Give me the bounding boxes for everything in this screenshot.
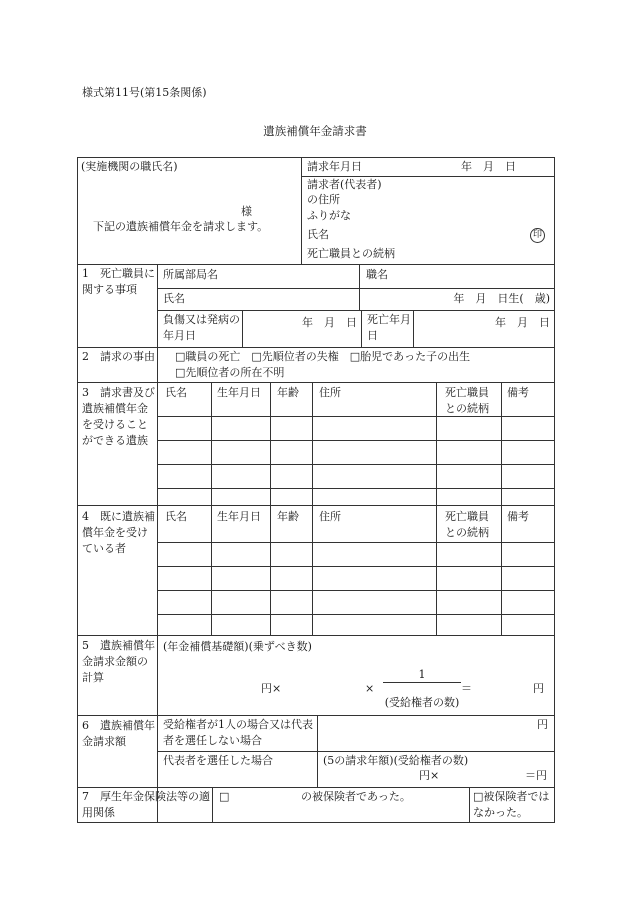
s4-col-age: 年齢	[277, 510, 299, 523]
rule-s1-a	[157, 288, 555, 289]
sama-text: 様	[241, 205, 252, 218]
section6-label: 6 遺族補償年金請求額	[82, 719, 155, 748]
s4-col-name: 氏名	[165, 510, 187, 523]
rule-s4-c3	[312, 505, 313, 635]
agency-label: (実施機関の職氏名)	[81, 160, 178, 173]
rule-row-2	[77, 347, 555, 348]
section5-label: 5 遺族補償年金請求金額の計算	[82, 639, 155, 684]
rule-row-7	[77, 787, 555, 788]
section7-label: 7 厚生年金保険法等の適用関係	[82, 790, 210, 819]
rule-s4-r1	[157, 542, 555, 543]
s7-checkbox[interactable]: □	[219, 790, 230, 803]
rule-s4-c4	[436, 505, 437, 635]
rule-s1-col1	[359, 264, 360, 310]
rule-s3-r2	[157, 440, 555, 441]
rule-s1-b	[157, 310, 555, 311]
injury-label: 負傷又は発病の年月日	[163, 313, 240, 342]
section3-label: 3 請求書及び遺族補償年金を受けることができる遺族	[82, 386, 155, 447]
rule-s4-c5	[501, 505, 502, 635]
address-label: の住所	[307, 193, 340, 206]
fraction-denominator: (受給権者の数)	[384, 696, 460, 709]
border-left	[77, 157, 78, 823]
fraction-numerator: 1	[418, 668, 426, 681]
date-label: 請求年月日	[307, 160, 362, 173]
rule-s4-r3	[157, 590, 555, 591]
s3-col-relation: 死亡職員との続柄	[445, 386, 489, 415]
s4-col-relation: 死亡職員との続柄	[445, 510, 489, 539]
section4-label: 4 既に遺族補償年金を受けている者	[82, 510, 155, 555]
seal-mark: 印	[530, 228, 545, 243]
form-title: 遺族補償年金請求書	[263, 124, 367, 138]
rule-s7-a	[212, 787, 213, 823]
formula-yen-times: 円×	[261, 682, 282, 695]
rule-s3-r3	[157, 464, 555, 465]
rule-s3-c2	[270, 382, 271, 505]
rule-s3-c5	[501, 382, 502, 505]
s4-col-birth: 生年月日	[217, 510, 261, 523]
s3-col-remarks: 備考	[507, 386, 529, 399]
death-ymd: 年 月 日	[495, 316, 550, 329]
rule-row-3	[77, 382, 555, 383]
case2-header: (5の請求年額)(受給権者の数)	[323, 754, 469, 767]
s3-col-birth: 生年月日	[217, 386, 261, 399]
border-bottom	[77, 822, 555, 823]
rule-label-col	[157, 264, 158, 822]
case2-yen-times: 円×	[419, 769, 440, 782]
border-right	[554, 157, 555, 823]
s3-col-address: 住所	[319, 386, 341, 399]
rule-row-4	[77, 505, 555, 506]
section1-label: 1 死亡職員に関する事項	[82, 267, 155, 296]
section2-label: 2 請求の事由	[82, 350, 155, 363]
injury-ymd: 年 月 日	[302, 316, 357, 329]
rule-s3-c4	[436, 382, 437, 505]
claimant-label: 請求者(代表者)	[307, 178, 382, 191]
s3-col-age: 年齢	[277, 386, 299, 399]
reason-line-2[interactable]: □先順位者の所在不明	[175, 366, 285, 379]
form-number: 様式第11号(第15条関係)	[82, 86, 207, 99]
case2-label: 代表者を選任した場合	[163, 754, 273, 767]
rule-s3-c1	[211, 382, 212, 505]
job-label: 職名	[366, 268, 388, 281]
rule-s1-col4	[413, 310, 414, 347]
rule-s4-r2	[157, 566, 555, 567]
rule-s3-r4	[157, 488, 555, 489]
s4-col-remarks: 備考	[507, 510, 529, 523]
claim-form	[77, 157, 555, 823]
death-label: 死亡年月日	[367, 313, 411, 342]
rule-s1-col3	[361, 310, 362, 347]
s7-not-insured[interactable]: □被保険者ではなかった。	[473, 790, 550, 819]
formula-header: (年金補償基礎額)(乗ずべき数)	[163, 640, 312, 653]
reason-line-1[interactable]: □職員の死亡 □先順位者の失権 □胎児であった子の出生	[175, 350, 471, 363]
birth-label: 年 月 日生( 歳)	[453, 292, 550, 305]
formula-yen: 円	[533, 682, 544, 695]
s7-insured-text: の被保険者であった。	[301, 790, 411, 803]
request-text: 下記の遺族補償年金を請求します。	[93, 220, 269, 233]
rule-row-1	[77, 264, 555, 265]
rule-row-6	[77, 715, 555, 716]
formula-times: ×	[365, 682, 375, 695]
furigana-label: ふりがな	[307, 209, 351, 222]
rule-row-5	[77, 635, 555, 636]
rule-s6-col	[317, 715, 318, 787]
s4-col-address: 住所	[319, 510, 341, 523]
case1-label: 受給権者が1人の場合又は代表者を選任しない場合	[163, 718, 313, 747]
deceased-name-label: 氏名	[163, 292, 185, 305]
rule-s1-col2	[242, 310, 243, 347]
case1-yen: 円	[537, 718, 548, 731]
rule-s7-b	[469, 787, 470, 823]
date-ymd: 年 月 日	[461, 160, 516, 173]
rule-s4-c1	[211, 505, 212, 635]
rule-s6-a	[157, 751, 555, 752]
rule-s4-r4	[157, 614, 555, 615]
border-top	[77, 157, 555, 158]
rule-s4-c2	[270, 505, 271, 635]
dept-label: 所属部局名	[163, 268, 218, 281]
name-label: 氏名	[307, 228, 329, 241]
case2-eq-yen: ＝円	[525, 769, 547, 782]
relation-label: 死亡職員との続柄	[307, 247, 395, 260]
formula-equals: ＝	[461, 682, 472, 695]
s3-col-name: 氏名	[165, 386, 187, 399]
rule-top-split	[301, 157, 302, 264]
rule-s3-c3	[312, 382, 313, 505]
